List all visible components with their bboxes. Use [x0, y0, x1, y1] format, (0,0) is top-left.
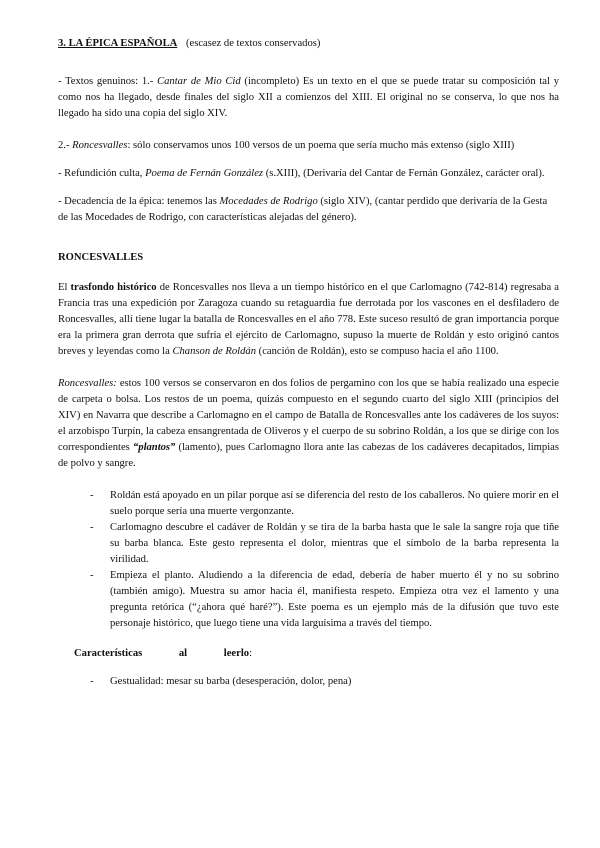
section-heading-roncesvalles: RONCESVALLES: [58, 252, 144, 263]
intro-item-refundicion: - Refundición culta, Poema de Fernán González (s.XIII), (Derivaría del Cantar de Fernán González, carácter oral).: [58, 168, 545, 179]
work-title: Poema de Fernán González: [145, 168, 264, 179]
paragraph-roncesvalles-poem: Roncesvalles: estos 100 versos se conservaron en dos folios de pergamino con los que se había realizado una especie de carpeta o bolsa. Los restos de un poema, quizás compuesto en el segundo cuarto del siglo XIII (principios del XIV) en Navarra que describe a Carlomagno en el campo de Batalla de Roncesvalles ante los cadáveres de los suyos: el arzobispo Turpín, la cabeza ensangrentada de Oliveros y el cuerpo de su sobrino Roldán, a los que se dirige con los correspondientes “plantos” (lamento), pues Carlomagno llora ante las cabezas de los cadáveres decapitados, limpias de polvo y sangre.: [58, 378, 559, 469]
bullet-list: [58, 488, 559, 632]
intro-item-genuine-texts: - Textos genuinos: 1.- Cantar de Mio Cid (incompleto) Es un texto en el que se puede tratar su composición tal y como nos ha llegado, desde finales del siglo XII a comienzos del XIII. El original no se conserva, lo que nos ha llegado ha sido una copia del siglo XIV.: [58, 76, 559, 119]
work-title: Cantar de Mio Cid: [157, 76, 241, 87]
characteristics-list: [58, 674, 559, 690]
document-header: [58, 36, 559, 52]
characteristics-heading: Características al leerlo:: [74, 648, 253, 659]
list-item: - Gestualidad: mesar su barba (desesperación, dolor, pena): [110, 674, 559, 690]
work-title: Mocedades de Rodrigo: [219, 196, 318, 207]
list-item: - Carlomagno descubre el cadáver de Roldán y se tira de la barba hasta que le sale la sangre roja que tiñe su barba blanca. Este gesto representa el dolor, mientras que el símbolo de la barba representa la virilidad.: [110, 520, 559, 568]
list-item: - Roldán está apoyado en un pilar porque así se diferencia del resto de los caballeros. No quiere morir en el suelo porque sería una muerte vergonzante.: [110, 488, 559, 520]
work-title: Roncesvalles:: [58, 378, 117, 389]
bold-term: trasfondo histórico: [70, 282, 157, 293]
bold-italic-term: “plantos”: [132, 442, 176, 453]
paragraph-historical-background: El trasfondo histórico de Roncesvalles nos lleva a un tiempo histórico en el que Carlomagno (742-814) regresaba a Francia tras una expedición por Zaragoza cuando su retaguardia fue derrotada por los vascones en el desfiladero de Roncesvalles, allí tiene lugar la batalla de Roncesvalles en el año 778. Este suceso resultó de gran importancia porque era la primera gran derrota que sufría el ejército de Carlomagno, supuso la muerte de Roldán y esto originó cantos breves y leyendas como la Chanson de Roldán (canción de Roldán), esto se compuso hacia el año 1100.: [58, 282, 559, 357]
intro-item-decadencia: - Decadencia de la épica: tenemos las Mocedades de Rodrigo (siglo XIV), (cantar perdido que derivaría de la Gesta de las Mocedades de Rodrigo, con características alejadas del género).: [58, 196, 548, 223]
work-title: Roncesvalles: [72, 140, 128, 151]
intro-item-roncesvalles: 2.- Roncesvalles: sólo conservamos unos 100 versos de un poema que sería mucho más extenso (siglo XIII): [58, 140, 515, 151]
work-title: Chanson de Roldán: [172, 346, 257, 357]
page-title: 3. LA ÉPICA ESPAÑOLA: [58, 38, 178, 49]
list-item: - Empieza el planto. Aludiendo a la diferencia de edad, debería de haber muerto él y no su sobrino (también amigo). Muestra su amor hacia él, manifiesta respeto. Empieza otra vez el lamento y una pregunta retórica (“¿ahora qué haré?”). Este poema es un ejemplo más de la difusión que tuvo este personaje histórico, que luego tiene una vida larguísima a través del tiempo.: [110, 568, 559, 632]
page-subtitle: (escasez de textos conservados): [185, 38, 321, 49]
